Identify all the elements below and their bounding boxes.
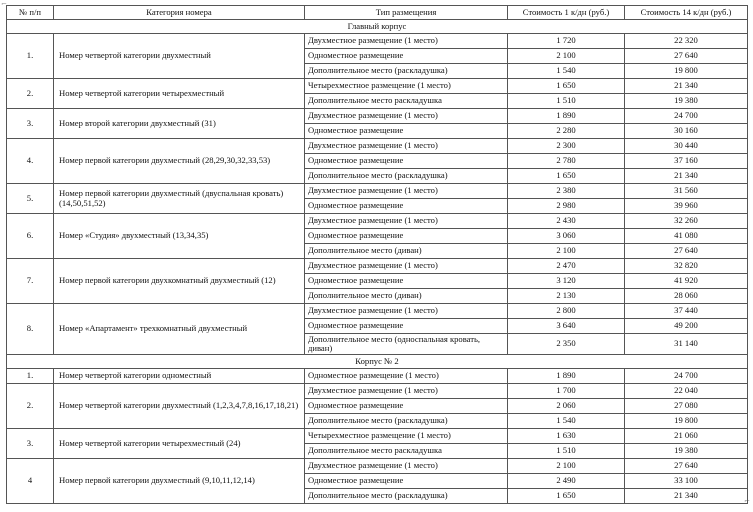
room-category: Номер четвертой категории четырехместный: [54, 79, 305, 109]
table-row: [7, 304, 748, 319]
table-row: [7, 459, 748, 474]
price-1-day: 1 540: [508, 64, 625, 79]
price-1-day: 3 120: [508, 274, 625, 289]
price-14-days: 21 340: [625, 169, 748, 184]
price-14-days: 27 640: [625, 244, 748, 259]
room-category: Номер второй категории двухместный (31): [54, 109, 305, 139]
header-num: № п/п: [7, 6, 54, 20]
price-14-days: 31 140: [625, 334, 748, 355]
section-title: Главный корпус: [7, 20, 748, 34]
room-number: 4: [7, 459, 54, 504]
accommodation-type: Двухместное размещение (1 место): [305, 139, 508, 154]
price-1-day: 2 780: [508, 154, 625, 169]
room-number: 5.: [7, 184, 54, 214]
price-1-day: 1 720: [508, 34, 625, 49]
section-row: [7, 355, 748, 369]
room-category: Номер первой категории двухкомнатный двухместный (12): [54, 259, 305, 304]
room-category: Номер четвертой категории одноместный: [54, 369, 305, 384]
accommodation-type: Одноместное размещение: [305, 154, 508, 169]
price-14-days: 37 160: [625, 154, 748, 169]
price-1-day: 2 100: [508, 49, 625, 64]
room-category: Номер первой категории двухместный (двуспальная кровать) (14,50,51,52): [54, 184, 305, 214]
accommodation-type: Дополнительное место (диван): [305, 289, 508, 304]
room-number: 6.: [7, 214, 54, 259]
accommodation-type: Дополнительное место (раскладушка): [305, 169, 508, 184]
accommodation-type: Дополнительное место раскладушка: [305, 444, 508, 459]
accommodation-type: Двухместное размещение (1 место): [305, 459, 508, 474]
price-14-days: 37 440: [625, 304, 748, 319]
price-1-day: 2 980: [508, 199, 625, 214]
room-number: 3.: [7, 109, 54, 139]
price-1-day: 1 650: [508, 79, 625, 94]
room-category: Номер первой категории двухместный (28,29,30,32,33,53): [54, 139, 305, 184]
section-row: [7, 20, 748, 34]
price-1-day: 2 380: [508, 184, 625, 199]
table-row: [7, 429, 748, 444]
price-14-days: 33 100: [625, 474, 748, 489]
room-number: 7.: [7, 259, 54, 304]
accommodation-type: Дополнительное место (односпальная кровать, диван): [305, 334, 508, 355]
price-1-day: 1 510: [508, 444, 625, 459]
price-1-day: 2 280: [508, 124, 625, 139]
price-14-days: 27 640: [625, 49, 748, 64]
price-1-day: 1 630: [508, 429, 625, 444]
accommodation-type: Одноместное размещение: [305, 319, 508, 334]
price-1-day: 2 100: [508, 459, 625, 474]
table-row: [7, 109, 748, 124]
accommodation-type: Двухместное размещение (1 место): [305, 184, 508, 199]
room-number: 1.: [7, 34, 54, 79]
room-category: Номер «Студия» двухместный (13,34,35): [54, 214, 305, 259]
header-category: Категория номера: [54, 6, 305, 20]
price-14-days: 41 920: [625, 274, 748, 289]
room-number: 2.: [7, 384, 54, 429]
price-1-day: 1 700: [508, 384, 625, 399]
price-14-days: 28 060: [625, 289, 748, 304]
price-14-days: 24 700: [625, 369, 748, 384]
accommodation-type: Одноместное размещение: [305, 124, 508, 139]
room-number: 3.: [7, 429, 54, 459]
price-14-days: 27 080: [625, 399, 748, 414]
price-14-days: 21 340: [625, 489, 748, 504]
accommodation-type: Одноместное размещение: [305, 199, 508, 214]
price-14-days: 21 060: [625, 429, 748, 444]
accommodation-type: Одноместное размещение: [305, 399, 508, 414]
accommodation-type: Четырехместное размещение (1 место): [305, 429, 508, 444]
price-1-day: 2 470: [508, 259, 625, 274]
price-1-day: 1 890: [508, 369, 625, 384]
accommodation-type: Дополнительное место раскладушка: [305, 94, 508, 109]
accommodation-type: Двухместное размещение (1 место): [305, 214, 508, 229]
price-1-day: 2 130: [508, 289, 625, 304]
price-14-days: 30 160: [625, 124, 748, 139]
accommodation-type: Одноместное размещение: [305, 229, 508, 244]
price-1-day: 3 640: [508, 319, 625, 334]
price-14-days: 19 800: [625, 64, 748, 79]
price-table: [6, 5, 748, 504]
price-14-days: 30 440: [625, 139, 748, 154]
room-category: Номер первой категории двухместный (9,10,11,12,14): [54, 459, 305, 504]
price-14-days: 21 340: [625, 79, 748, 94]
accommodation-type: Дополнительное место (диван): [305, 244, 508, 259]
price-14-days: 41 080: [625, 229, 748, 244]
accommodation-type: Одноместное размещение: [305, 49, 508, 64]
price-1-day: 1 650: [508, 169, 625, 184]
price-1-day: 1 650: [508, 489, 625, 504]
table-body: [7, 20, 748, 504]
section-title: Корпус № 2: [7, 355, 748, 369]
table-header-row: [7, 6, 748, 20]
price-14-days: 24 700: [625, 109, 748, 124]
table-row: [7, 259, 748, 274]
accommodation-type: Одноместное размещение: [305, 274, 508, 289]
price-1-day: 2 100: [508, 244, 625, 259]
price-1-day: 2 060: [508, 399, 625, 414]
table-row: [7, 184, 748, 199]
table-row: [7, 34, 748, 49]
corner-mark-bottom: ⌐: [744, 497, 750, 505]
price-14-days: 22 040: [625, 384, 748, 399]
price-1-day: 2 490: [508, 474, 625, 489]
accommodation-type: Двухместное размещение (1 место): [305, 259, 508, 274]
price-1-day: 1 540: [508, 414, 625, 429]
price-14-days: 32 260: [625, 214, 748, 229]
price-14-days: 19 800: [625, 414, 748, 429]
accommodation-type: Дополнительное место (раскладушка): [305, 64, 508, 79]
accommodation-type: Одноместное размещение (1 место): [305, 369, 508, 384]
price-1-day: 2 430: [508, 214, 625, 229]
price-1-day: 2 800: [508, 304, 625, 319]
room-category: Номер четвертой категории четырехместный (24): [54, 429, 305, 459]
price-14-days: 39 960: [625, 199, 748, 214]
corner-mark: ⌐: [1, 0, 7, 8]
price-14-days: 27 640: [625, 459, 748, 474]
price-1-day: 1 890: [508, 109, 625, 124]
price-14-days: 19 380: [625, 444, 748, 459]
room-category: Номер четвертой категории двухместный (1,2,3,4,7,8,16,17,18,21): [54, 384, 305, 429]
header-type: Тип размещения: [305, 6, 508, 20]
header-price-14-days: Стоимость 14 к/дн (руб.): [625, 6, 748, 20]
price-14-days: 22 320: [625, 34, 748, 49]
accommodation-type: Двухместное размещение (1 место): [305, 109, 508, 124]
price-14-days: 19 380: [625, 94, 748, 109]
accommodation-type: Двухместное размещение (1 место): [305, 384, 508, 399]
table-row: [7, 369, 748, 384]
table-row: [7, 79, 748, 94]
table-row: [7, 384, 748, 399]
room-category: Номер четвертой категории двухместный: [54, 34, 305, 79]
price-1-day: 2 300: [508, 139, 625, 154]
price-14-days: 32 820: [625, 259, 748, 274]
accommodation-type: Двухместное размещение (1 место): [305, 34, 508, 49]
accommodation-type: Двухместное размещение (1 место): [305, 304, 508, 319]
table-row: [7, 214, 748, 229]
price-14-days: 31 560: [625, 184, 748, 199]
price-1-day: 2 350: [508, 334, 625, 355]
room-number: 2.: [7, 79, 54, 109]
room-category: Номер «Апартамент» трехкомнатный двухместный: [54, 304, 305, 355]
accommodation-type: Четырехместное размещение (1 место): [305, 79, 508, 94]
accommodation-type: Одноместное размещение: [305, 474, 508, 489]
table-row: [7, 139, 748, 154]
room-number: 8.: [7, 304, 54, 355]
header-price-1-day: Стоимость 1 к/дн (руб.): [508, 6, 625, 20]
room-number: 1.: [7, 369, 54, 384]
room-number: 4.: [7, 139, 54, 184]
accommodation-type: Дополнительное место (раскладушка): [305, 414, 508, 429]
price-1-day: 3 060: [508, 229, 625, 244]
accommodation-type: Дополнительное место (раскладушка): [305, 489, 508, 504]
price-14-days: 49 200: [625, 319, 748, 334]
price-1-day: 1 510: [508, 94, 625, 109]
